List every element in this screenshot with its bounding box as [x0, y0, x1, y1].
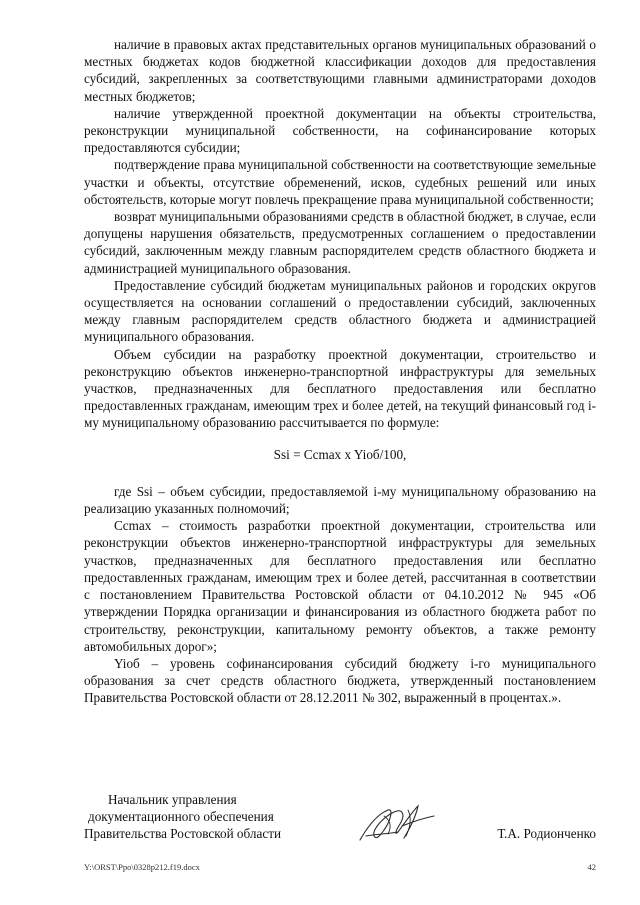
position-line-2: документационного обеспечения — [88, 809, 274, 824]
document-body — [84, 36, 596, 707]
handwritten-signature — [354, 796, 438, 852]
paragraph: Объем субсидии на разработку проектной документации, строительство и реконструкцию объектов инженерно-транспортной инфраструктуры для земельных участков, предназначенных для бесплатного предоставления или бесплатно предоставленных гражданам, имеющим трех и более детей, на текущий финансовый год i-му муниципальному образованию рассчитывается по формуле: — [84, 346, 596, 431]
position-line-1: Начальник управления — [108, 792, 237, 807]
paragraph: наличие в правовых актах представительных органов муниципальных образований о местных бюджетах кодов бюджетной классификации доходов для предоставления субсидий, закрепленных за соответствующими главными администраторами доходов местных бюджетов; — [84, 37, 596, 104]
definition: Yioб – уровень софинансирования субсидий бюджету i-го муниципального образования за счет средств областного бюджета, утвержденный постановлением Правительства Ростовской области от 28.12.2011 № 302, выраженный в процентах.». — [84, 655, 596, 706]
file-path: Y:\ORST\Ppo\0328p212.f19.docx — [84, 862, 200, 872]
definition: Ccmax – стоимость разработки проектной документации, строительства или реконструкции объектов инженерно-транспортной инфраструктуры для земельных участков, предназначенных для бесплатного предоставления или бесплатно предоставленных гражданам, имеющим трех и более детей, рассчитанная в соответствии с постановлением Правительства Ростовской области от 04.10.2012 № 945 «Об утверждении Порядка организации и финансирования из областного бюджета работ по строительству, реконструкции, капитальному ремонту объектов, а также ремонту автомобильных дорог»; — [84, 518, 596, 654]
page-number: 42 — [587, 862, 596, 872]
paragraph: возврат муниципальными образованиями средств в областной бюджет, в случае, если допущены нарушения обязательств, предусмотренных соглашением о предоставлении субсидий, заключенным между главным распорядителем средств областного бюджета и администрацией муниципального образования. — [84, 209, 596, 276]
paragraph: Предоставление субсидий бюджетам муниципальных районов и городских округов осуществляется на основании соглашений о предоставлении субсидий, заключенных между главным распорядителем средств областного бюджета и администрацией муниципального образования. — [84, 277, 596, 345]
formula: Ssi = Ccmax x Yioб/100, — [273, 446, 407, 462]
signature-block — [84, 791, 596, 842]
paragraph: наличие утвержденной проектной документации на объекты строительства, реконструкции муниципальной собственности, на софинансирование которых предоставляются субсидии; — [84, 105, 596, 156]
signatory-name: Т.А. Родионченко — [497, 826, 596, 841]
position-line-3: Правительства Ростовской области — [84, 826, 282, 841]
page-footer — [84, 860, 596, 874]
definition: где Ssi – объем субсидии, предоставляемой i-му муниципальному образованию на реализацию указанных полномочий; — [84, 483, 596, 517]
paragraph: подтверждение права муниципальной собственности на соответствующие земельные участки и объекты, отсутствие обременений, исков, судебных решений или иных обстоятельств, которые могут повлечь прекращение права муниципальной собственности; — [84, 157, 596, 207]
